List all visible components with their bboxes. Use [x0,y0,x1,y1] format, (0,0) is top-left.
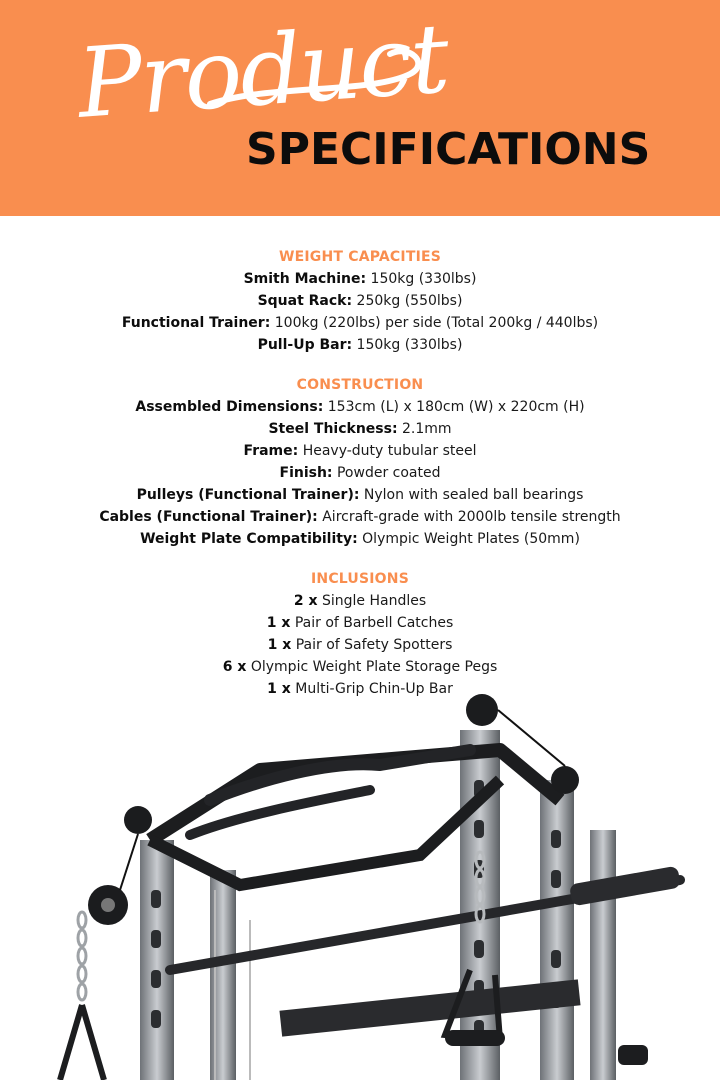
section-heading: INCLUSIONS [311,571,409,587]
spec-label: Steel Thickness: [268,421,398,437]
spec-row [0,506,720,528]
inclusion-quantity: 1 x [267,681,291,697]
inclusion-row [0,612,720,634]
section-heading: WEIGHT CAPACITIES [278,249,442,265]
spec-label: Finish: [279,465,333,481]
inclusion-item: Olympic Weight Plate Storage Pegs [250,659,498,675]
spec-label: Cables (Functional Trainer): [99,509,318,525]
spec-label: Pull-Up Bar: [257,337,353,353]
spec-value: Olympic Weight Plates (50mm) [362,531,580,547]
inclusion-row [0,590,720,612]
spec-row [0,268,720,290]
spec-row [0,440,720,462]
spec-row [0,290,720,312]
inclusion-quantity: 1 x [266,615,291,631]
spec-value: 150kg (330lbs) [356,337,463,353]
spec-label: Smith Machine: [243,271,367,287]
section-inclusions [0,568,720,700]
spec-content [0,246,720,718]
spec-row [0,462,720,484]
section-construction [0,374,720,550]
spec-value: Nylon with sealed ball bearings [363,487,584,503]
spec-row [0,418,720,440]
section-weight-capacities [0,246,720,356]
spec-value: 2.1mm [402,421,452,437]
script-title: Product [74,2,451,140]
spec-value: 150kg (330lbs) [370,271,477,287]
inclusion-quantity: 2 x [293,593,318,609]
spec-label: Functional Trainer: [121,315,271,331]
inclusion-row [0,634,720,656]
spec-value: Heavy-duty tubular steel [302,443,477,459]
spec-row [0,334,720,356]
spec-value: 250kg (550lbs) [356,293,463,309]
inclusion-quantity: 6 x [222,659,247,675]
spec-label: Assembled Dimensions: [135,399,324,415]
spec-row [0,528,720,550]
inclusion-row [0,656,720,678]
spec-row [0,396,720,418]
section-heading: CONSTRUCTION [296,377,424,393]
spec-label: Frame: [243,443,299,459]
spec-row [0,484,720,506]
spec-row [0,312,720,334]
spec-value: 100kg (220lbs) per side (Total 200kg / 440lbs) [274,315,599,331]
spec-value: 153cm (L) x 180cm (W) x 220cm (H) [327,399,585,415]
spec-label: Squat Rack: [257,293,353,309]
inclusion-item: Single Handles [321,593,427,609]
spec-label: Pulleys (Functional Trainer): [136,487,360,503]
spec-label: Weight Plate Compatibility: [140,531,358,547]
inclusion-item: Multi-Grip Chin-Up Bar [295,681,453,697]
spec-value: Aircraft-grade with 2000lb tensile strength [322,509,621,525]
page-title: SPECIFICATIONS [246,124,651,175]
header-banner [0,0,720,216]
gym-rack-illustration [0,690,720,1080]
inclusion-item: Pair of Barbell Catches [294,615,454,631]
inclusion-quantity: 1 x [267,637,292,653]
spec-value: Powder coated [336,465,441,481]
inclusion-item: Pair of Safety Spotters [295,637,453,653]
